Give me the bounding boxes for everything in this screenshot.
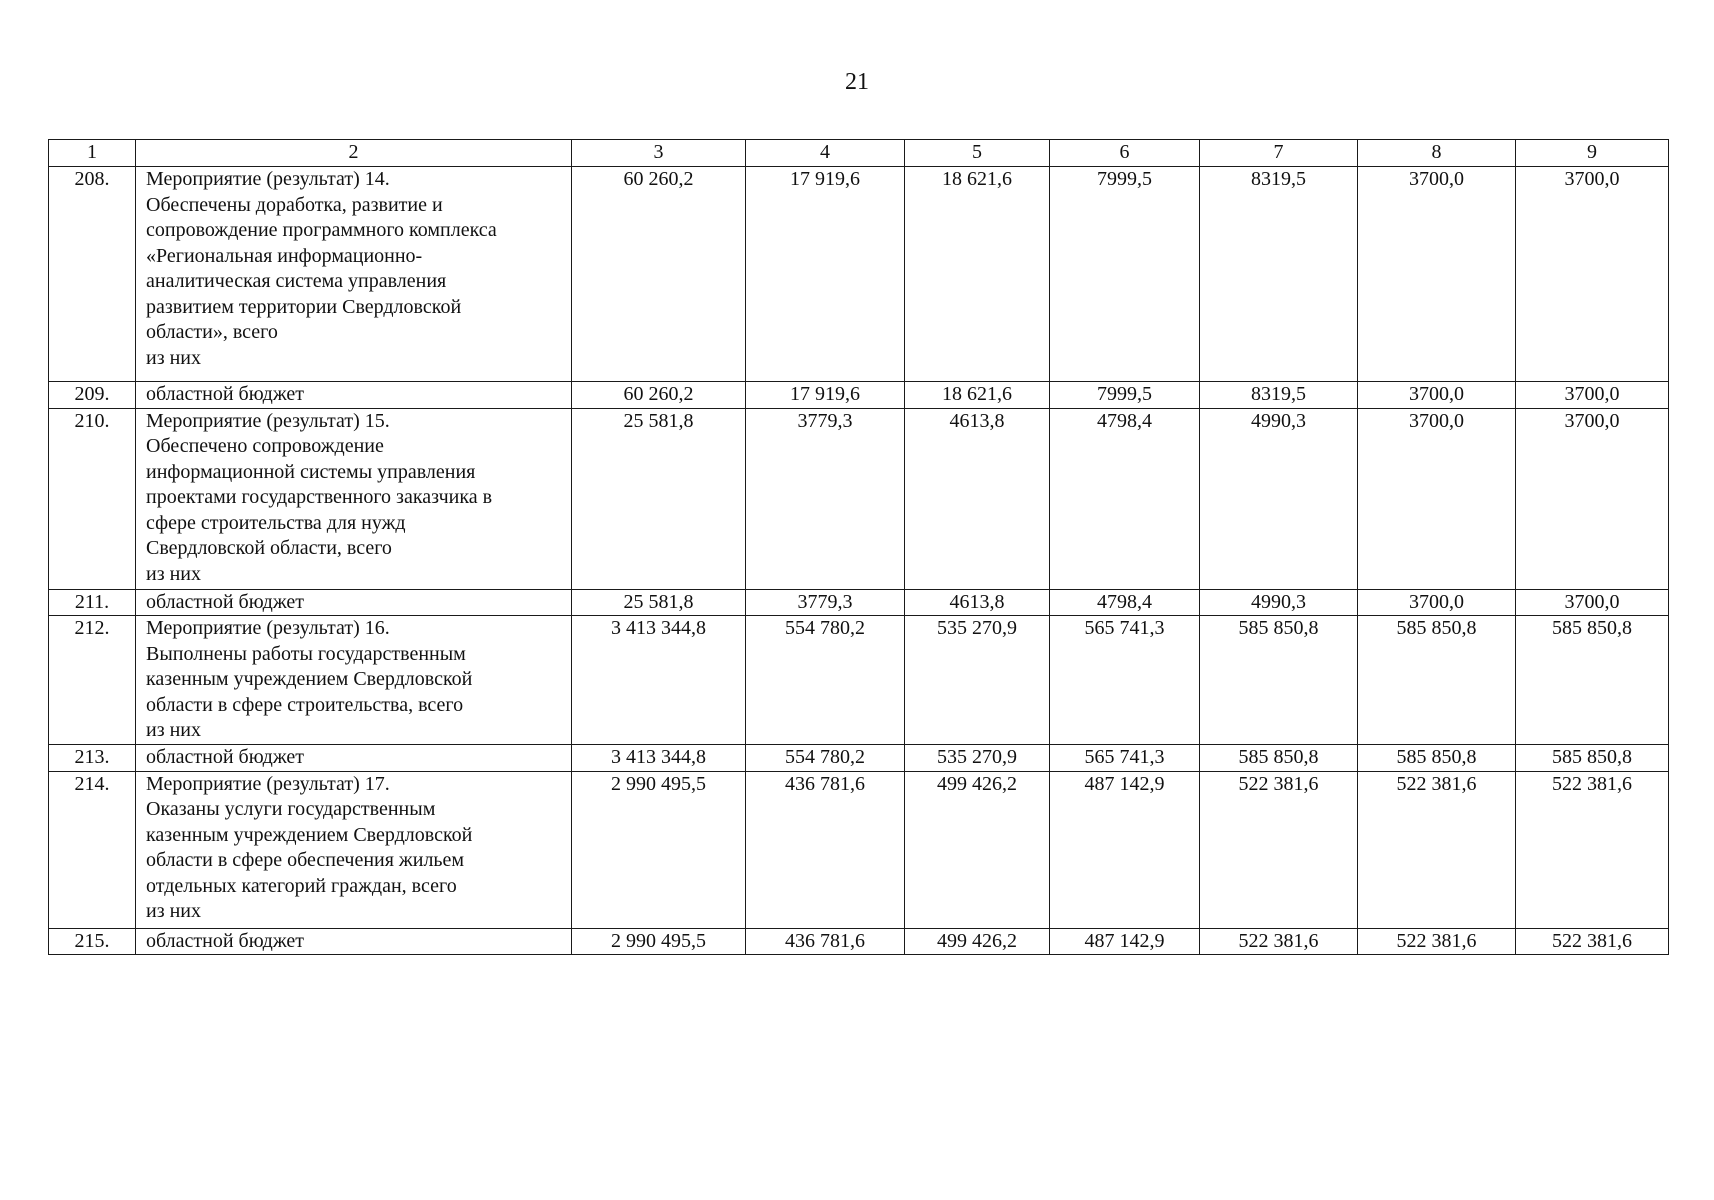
description-line: из них [146, 562, 202, 585]
table-header-row [49, 140, 1669, 167]
value-cell: 8319,5 [1200, 382, 1358, 409]
column-header: 7 [1200, 140, 1358, 167]
value-cell: 585 850,8 [1358, 616, 1516, 745]
column-header: 3 [572, 140, 746, 167]
table-row [49, 745, 1669, 772]
value-cell: 487 142,9 [1050, 771, 1200, 928]
row-number: 210. [49, 408, 136, 589]
description-line: отдельных категорий граждан, всего [146, 874, 457, 897]
value-cell: 3700,0 [1516, 408, 1669, 589]
row-description [136, 771, 572, 928]
description-line: казенным учреждением Свердловской [146, 668, 473, 690]
value-cell: 3700,0 [1516, 167, 1669, 382]
value-cell: 585 850,8 [1516, 745, 1669, 772]
column-header: 6 [1050, 140, 1200, 167]
description-line: Мероприятие (результат) 17. [146, 772, 390, 795]
description-line: из них [146, 346, 202, 369]
row-number: 212. [49, 616, 136, 745]
value-cell: 25 581,8 [572, 589, 746, 616]
value-cell: 3779,3 [746, 589, 905, 616]
description-line: Мероприятие (результат) 16. [146, 617, 390, 639]
description-line: областной бюджет [146, 590, 305, 613]
description-line: проектами государственного заказчика в [146, 486, 493, 508]
value-cell: 3700,0 [1358, 167, 1516, 382]
description-line: из них [146, 900, 202, 922]
value-cell: 436 781,6 [746, 928, 905, 955]
value-cell: 4613,8 [905, 408, 1050, 589]
value-cell: 3700,0 [1358, 382, 1516, 409]
value-cell: 522 381,6 [1200, 928, 1358, 955]
table-row [49, 616, 1669, 745]
description-line: областной бюджет [146, 929, 305, 952]
value-cell: 4798,4 [1050, 589, 1200, 616]
description-line: области в сфере обеспечения жильем [146, 849, 465, 871]
description-line: области», всего [146, 321, 278, 343]
description-line: аналитическая система управления [146, 270, 447, 292]
value-cell: 7999,5 [1050, 167, 1200, 382]
value-cell: 8319,5 [1200, 167, 1358, 382]
value-cell: 522 381,6 [1516, 928, 1669, 955]
page-number: 21 [845, 69, 869, 95]
column-header: 5 [905, 140, 1050, 167]
value-cell: 3 413 344,8 [572, 745, 746, 772]
value-cell: 18 621,6 [905, 382, 1050, 409]
description-line: Мероприятие (результат) 14. [146, 168, 390, 190]
row-number: 209. [49, 382, 136, 409]
table-row [49, 382, 1669, 409]
value-cell: 554 780,2 [746, 616, 905, 745]
budget-table [48, 139, 1669, 955]
description-line: Мероприятие (результат) 15. [146, 409, 390, 432]
description-line: информационной системы управления [146, 460, 476, 483]
value-cell: 499 426,2 [905, 928, 1050, 955]
row-number: 211. [49, 589, 136, 616]
value-cell: 2 990 495,5 [572, 771, 746, 928]
value-cell: 3700,0 [1516, 589, 1669, 616]
value-cell: 17 919,6 [746, 382, 905, 409]
table-row [49, 589, 1669, 616]
value-cell: 3 413 344,8 [572, 616, 746, 745]
table-row [49, 771, 1669, 928]
row-description [136, 589, 572, 616]
column-header: 8 [1358, 140, 1516, 167]
value-cell: 499 426,2 [905, 771, 1050, 928]
value-cell: 60 260,2 [572, 167, 746, 382]
description-line: областной бюджет [146, 746, 305, 768]
value-cell: 522 381,6 [1358, 928, 1516, 955]
description-line: казенным учреждением Свердловской [146, 823, 473, 846]
row-number: 215. [49, 928, 136, 955]
column-header: 2 [136, 140, 572, 167]
value-cell: 535 270,9 [905, 616, 1050, 745]
value-cell: 522 381,6 [1200, 771, 1358, 928]
column-header: 4 [746, 140, 905, 167]
value-cell: 585 850,8 [1200, 745, 1358, 772]
value-cell: 3779,3 [746, 408, 905, 589]
description-line: областной бюджет [146, 383, 305, 405]
description-line: из них [146, 719, 202, 741]
table-row [49, 167, 1669, 382]
row-description [136, 745, 572, 772]
table-row [49, 408, 1669, 589]
row-description [136, 408, 572, 589]
description-line: Свердловской области, всего [146, 537, 392, 559]
value-cell: 2 990 495,5 [572, 928, 746, 955]
value-cell: 554 780,2 [746, 745, 905, 772]
table-row [49, 928, 1669, 955]
value-cell: 3700,0 [1358, 589, 1516, 616]
description-line: Оказаны услуги государственным [146, 798, 436, 820]
value-cell: 25 581,8 [572, 408, 746, 589]
value-cell: 60 260,2 [572, 382, 746, 409]
description-line: области в сфере строительства, всего [146, 693, 464, 716]
value-cell: 4990,3 [1200, 408, 1358, 589]
value-cell: 585 850,8 [1358, 745, 1516, 772]
value-cell: 18 621,6 [905, 167, 1050, 382]
description-line: Обеспечены доработка, развитие и [146, 193, 443, 216]
description-line: развитием территории Свердловской [146, 295, 462, 318]
value-cell: 535 270,9 [905, 745, 1050, 772]
value-cell: 436 781,6 [746, 771, 905, 928]
value-cell: 585 850,8 [1200, 616, 1358, 745]
value-cell: 17 919,6 [746, 167, 905, 382]
value-cell: 4990,3 [1200, 589, 1358, 616]
value-cell: 4798,4 [1050, 408, 1200, 589]
value-cell: 3700,0 [1516, 382, 1669, 409]
description-line: Обеспечено сопровождение [146, 435, 384, 457]
row-description [136, 167, 572, 382]
row-description [136, 382, 572, 409]
description-line: сфере строительства для нужд [146, 511, 406, 534]
value-cell: 4613,8 [905, 589, 1050, 616]
value-cell: 7999,5 [1050, 382, 1200, 409]
description-line: сопровождение программного комплекса [146, 219, 497, 241]
row-number: 213. [49, 745, 136, 772]
row-number: 208. [49, 167, 136, 382]
column-header: 1 [49, 140, 136, 167]
value-cell: 522 381,6 [1516, 771, 1669, 928]
row-description [136, 616, 572, 745]
value-cell: 565 741,3 [1050, 745, 1200, 772]
value-cell: 585 850,8 [1516, 616, 1669, 745]
description-line: Выполнены работы государственным [146, 642, 466, 665]
column-header: 9 [1516, 140, 1669, 167]
row-number: 214. [49, 771, 136, 928]
value-cell: 565 741,3 [1050, 616, 1200, 745]
value-cell: 522 381,6 [1358, 771, 1516, 928]
description-line: «Региональная информационно- [146, 244, 423, 267]
value-cell: 3700,0 [1358, 408, 1516, 589]
row-description [136, 928, 572, 955]
value-cell: 487 142,9 [1050, 928, 1200, 955]
